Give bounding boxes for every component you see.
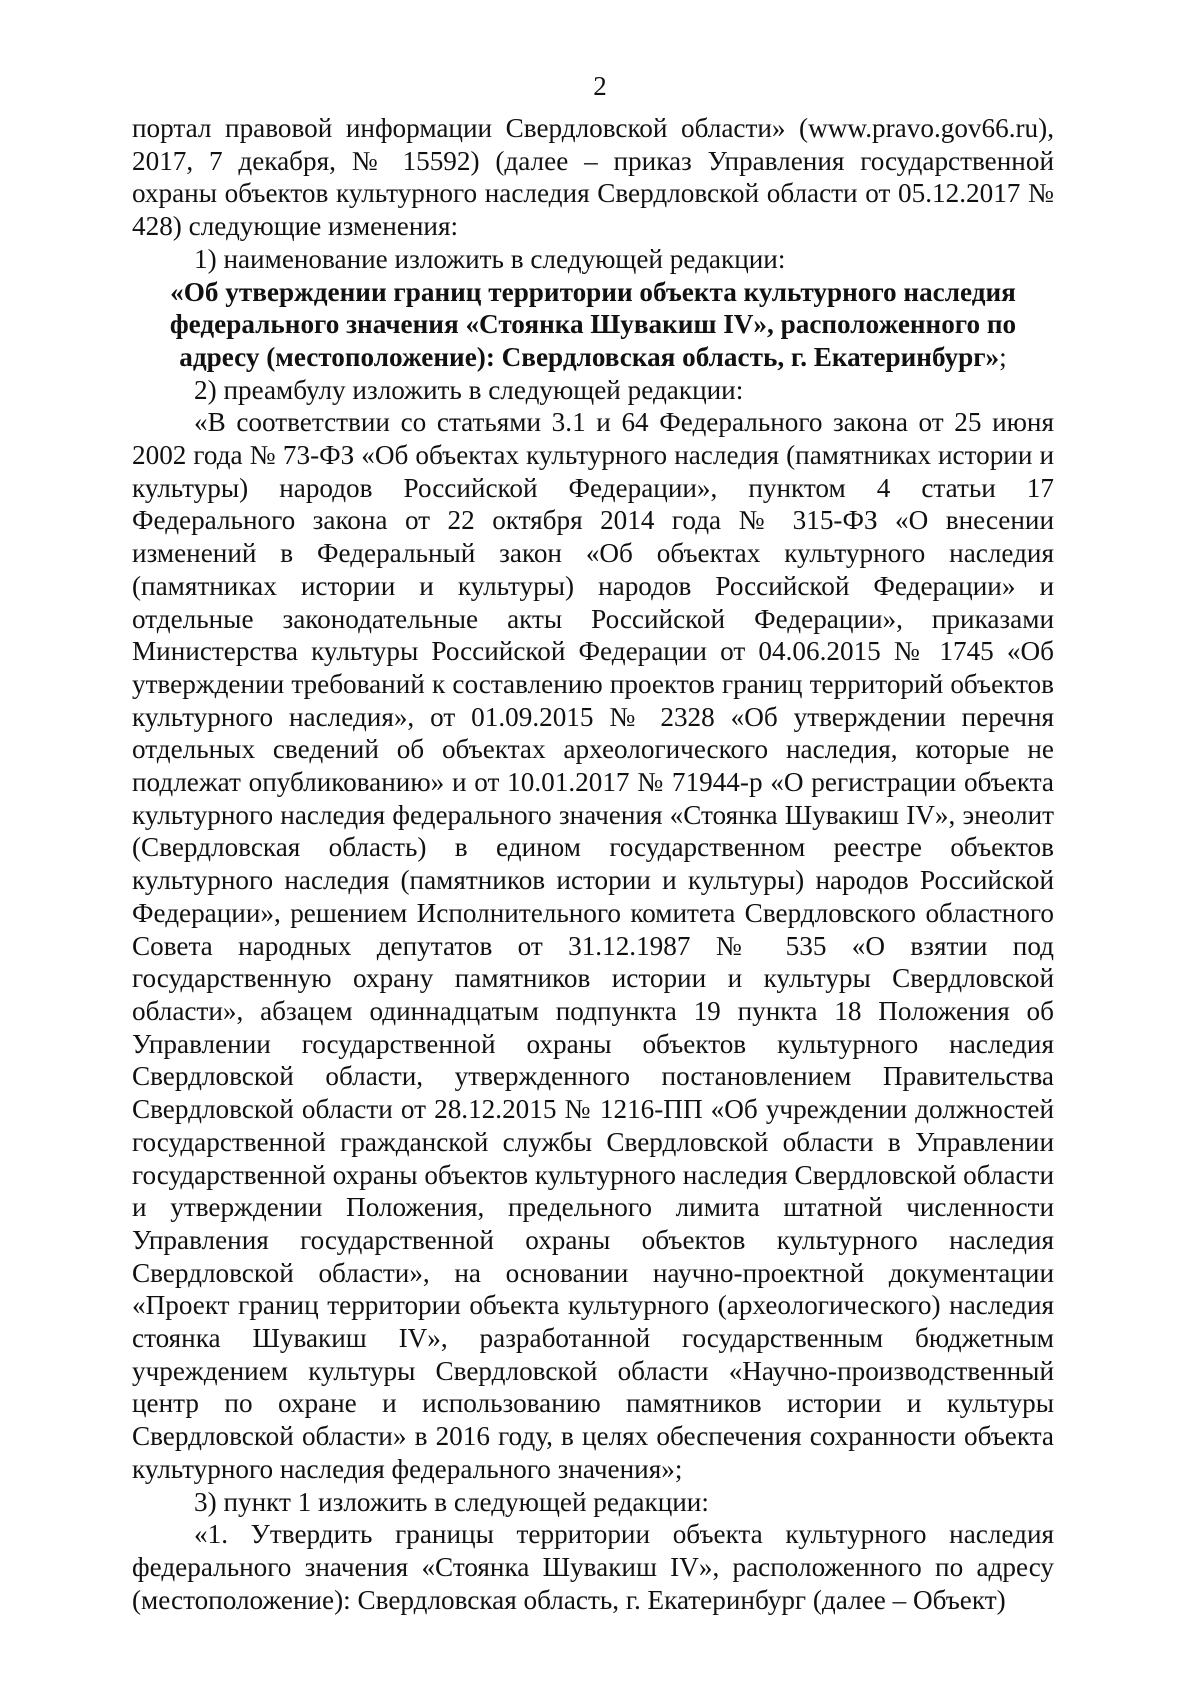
- document-body: [132, 112, 1054, 1616]
- new-title-text: «Об утверждении границ территории объекта культурного наследия федерального значения «Стоянка Шувакиш IV», расположенного по адресу (местоположение): Свердловская область, г. Екатеринбург»: [169, 276, 1017, 372]
- item-2-heading: 2) преамбулу изложить в следующей редакции:: [194, 374, 744, 405]
- item-1-heading: 1) наименование изложить в следующей редакции:: [194, 243, 786, 274]
- page-number: 2: [593, 71, 607, 101]
- new-title-punctuation: ;: [999, 341, 1007, 372]
- item-3-heading: 3) пункт 1 изложить в следующей редакции:: [194, 1486, 709, 1517]
- preamble-text: «В соответствии со статьями 3.1 и 64 Федерального закона от 25 июня 2002 года № 73-ФЗ «Об объектах культурного наследия (памятниках истории и культуры) народов Российской Федерации», пунктом 4 статьи 17 Федерального закона от 22 октября 2014 года № 315-ФЗ «О внесении изменений в Федеральный закон «Об объектах культурного наследия (памятниках истории и культуры) народов Российской Федерации» и отдельные законодательные акты Российской Федерации», приказами Министерства культуры Российской Федерации от 04.06.2015 № 1745 «Об утверждении требований к составлению проектов границ территорий объектов культурного наследия», от 01.09.2015 № 2328 «Об утверждении перечня отдельных сведений об объектах археологического наследия, которые не подлежат опубликованию» и от 10.01.2017 № 71944-р «О регистрации объекта культурного наследия федерального значения «Стоянка Шувакиш IV», энеолит (Свердловская область) в едином государственном реестре объектов культурного наследия (памятников истории и культуры) народов Российской Федерации», решением Исполнительного комитета Свердловского областного Совета народных депутатов от 31.12.1987 № 535 «О взятии под государственную охрану памятников истории и культуры Свердловской области», абзацем одиннадцатым подпункта 19 пункта 18 Положения об Управлении государственной охраны объектов культурного наследия Свердловской области, утвержденного постановлением Правительства Свердловской области от 28.12.2015 № 1216-ПП «Об учреждении должностей государственной гражданской службы Свердловской области в Управлении государственной охраны объектов культурного наследия Свердловской области и утверждении Положения, предельного лимита штатной численности Управления государственной охраны объектов культурного наследия Свердловской области», на основании научно-проектной документации «Проект границ территории объекта культурного (археологического) наследия стоянка Шувакиш IV», разработанной государственным бюджетным учреждением культуры Свердловской области «Научно-производственный центр по охране и использованию памятников истории и культуры Свердловской области» в 2016 году, в целях обеспечения сохранности объекта культурного наследия федерального значения»;: [132, 407, 1054, 1484]
- new-title: [132, 276, 1054, 374]
- paragraph-continuation: портал правовой информации Свердловской области» (www.pravo.gov66.ru), 2017, 7 декабря, № 15592) (далее – приказ Управления государственной охраны объектов культурного наследия Свердловской области от 05.12.2017 № 428) следующие изменения:: [132, 113, 1054, 242]
- item-3-text: «1. Утвердить границы территории объекта культурного наследия федерального значения «Стоянка Шувакиш IV», расположенного по адресу (местоположение): Свердловская область, г. Екатеринбург (далее – Объект): [132, 1519, 1054, 1615]
